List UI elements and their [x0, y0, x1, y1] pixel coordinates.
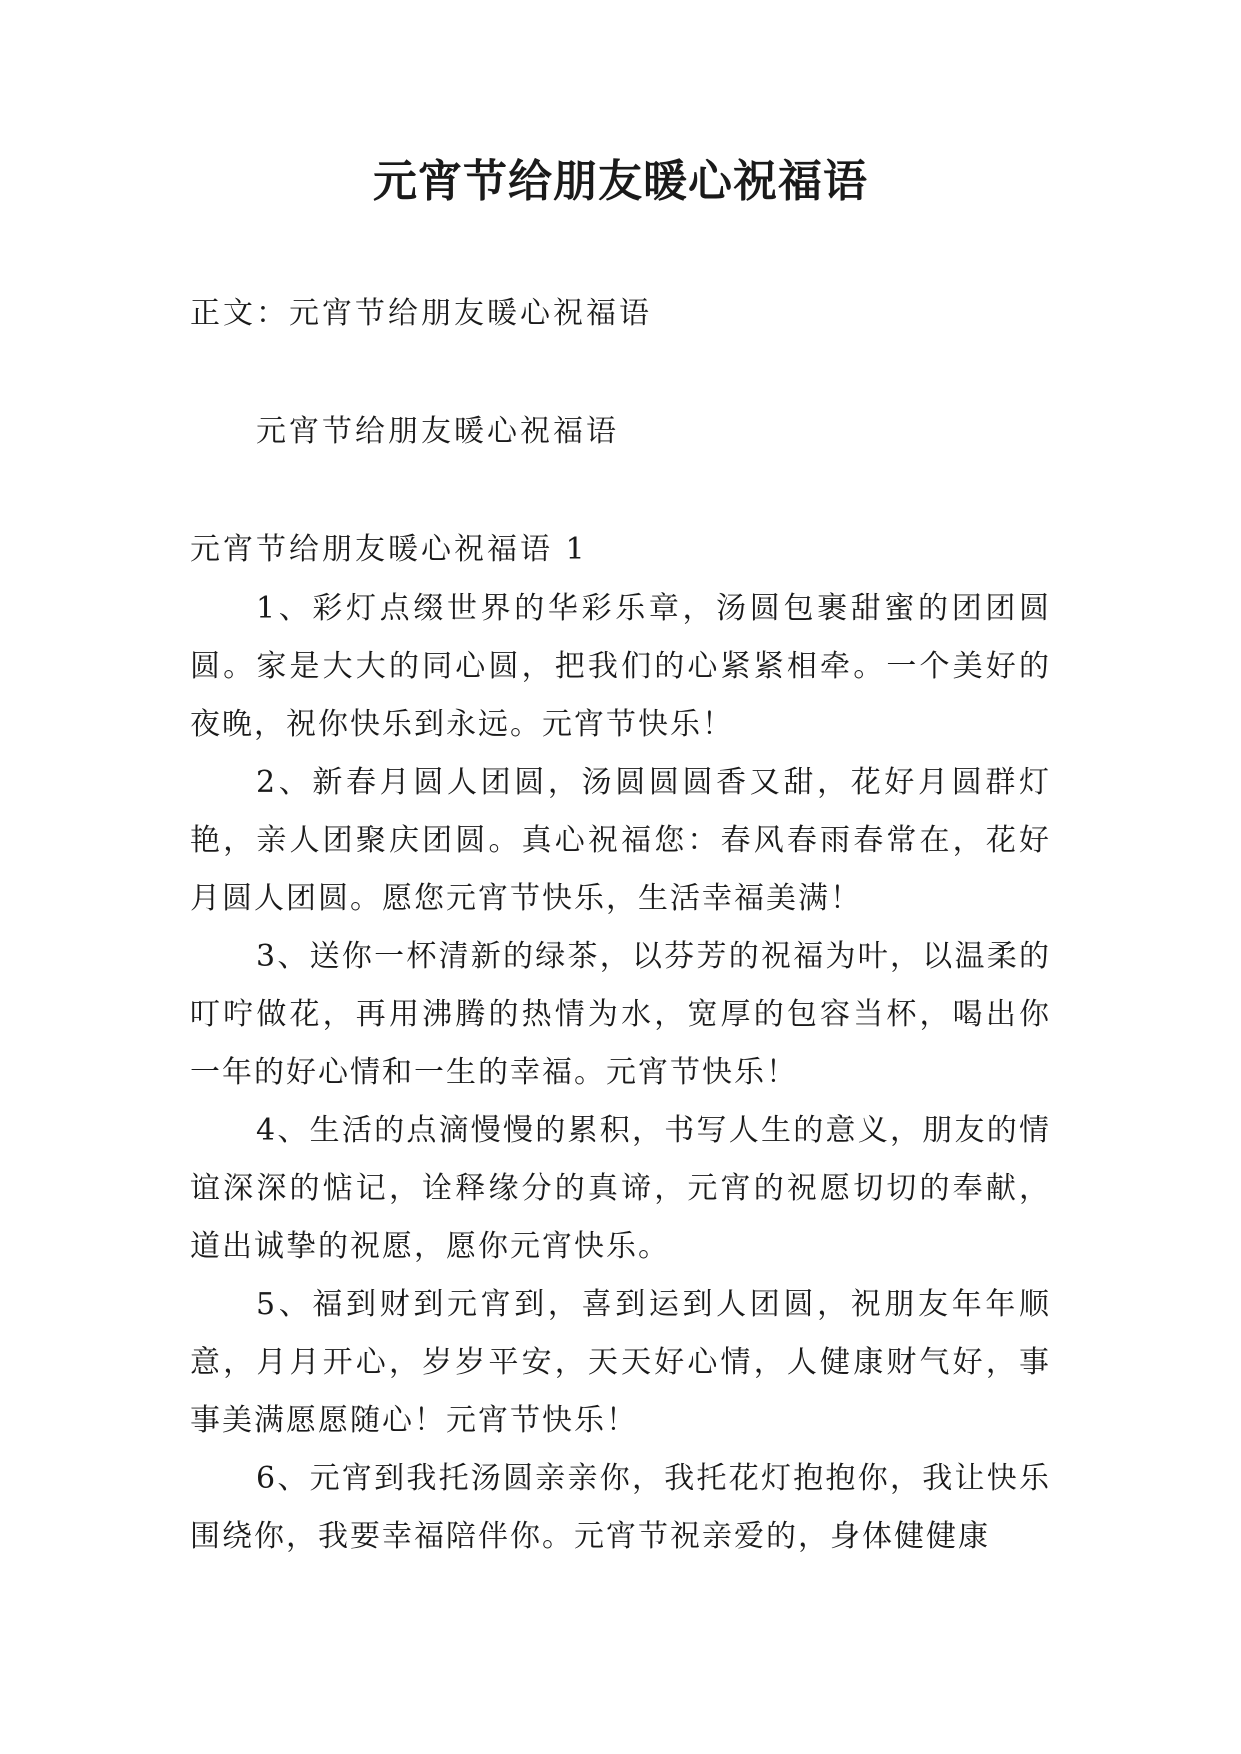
paragraph-1: 1、彩灯点缀世界的华彩乐章，汤圆包裹甜蜜的团团圆圆。家是大大的同心圆，把我们的心紧紧相牵。一个美好的夜晚，祝你快乐到永远。元宵节快乐！ — [190, 591, 1051, 742]
paragraph-6: 6、元宵到我托汤圆亲亲你，我托花灯抱抱你，我让快乐围绕你，我要幸福陪伴你。元宵节祝亲爱的，身体健健康 — [190, 1461, 1051, 1554]
paragraph-4: 4、生活的点滴慢慢的累积，书写人生的意义，朋友的情谊深深的惦记，诠释缘分的真谛，元宵的祝愿切切的奉献，道出诚挚的祝愿，愿你元宵快乐。 — [190, 1113, 1051, 1264]
paragraph-list — [190, 580, 1051, 1566]
paragraph-5: 5、福到财到元宵到，喜到运到人团圆，祝朋友年年顺意，月月开心，岁岁平安，天天好心情，人健康财气好，事事美满愿愿随心！元宵节快乐！ — [190, 1287, 1051, 1438]
section-heading: 元宵节给朋友暖心祝福语 1 — [190, 532, 588, 567]
body-label: 正文：元宵节给朋友暖心祝福语 — [190, 296, 652, 331]
paragraph-3: 3、送你一杯清新的绿茶，以芬芳的祝福为叶，以温柔的叮咛做花，再用沸腾的热情为水，宽厚的包容当杯，喝出你一年的好心情和一生的幸福。元宵节快乐！ — [190, 939, 1051, 1090]
paragraph-2: 2、新春月圆人团圆，汤圆圆圆香又甜，花好月圆群灯艳，亲人团聚庆团圆。真心祝福您：春风春雨春常在，花好月圆人团圆。愿您元宵节快乐，生活幸福美满！ — [190, 765, 1051, 916]
document-title: 元宵节给朋友暖心祝福语 — [373, 156, 868, 207]
document-subtitle: 元宵节给朋友暖心祝福语 — [256, 414, 619, 449]
